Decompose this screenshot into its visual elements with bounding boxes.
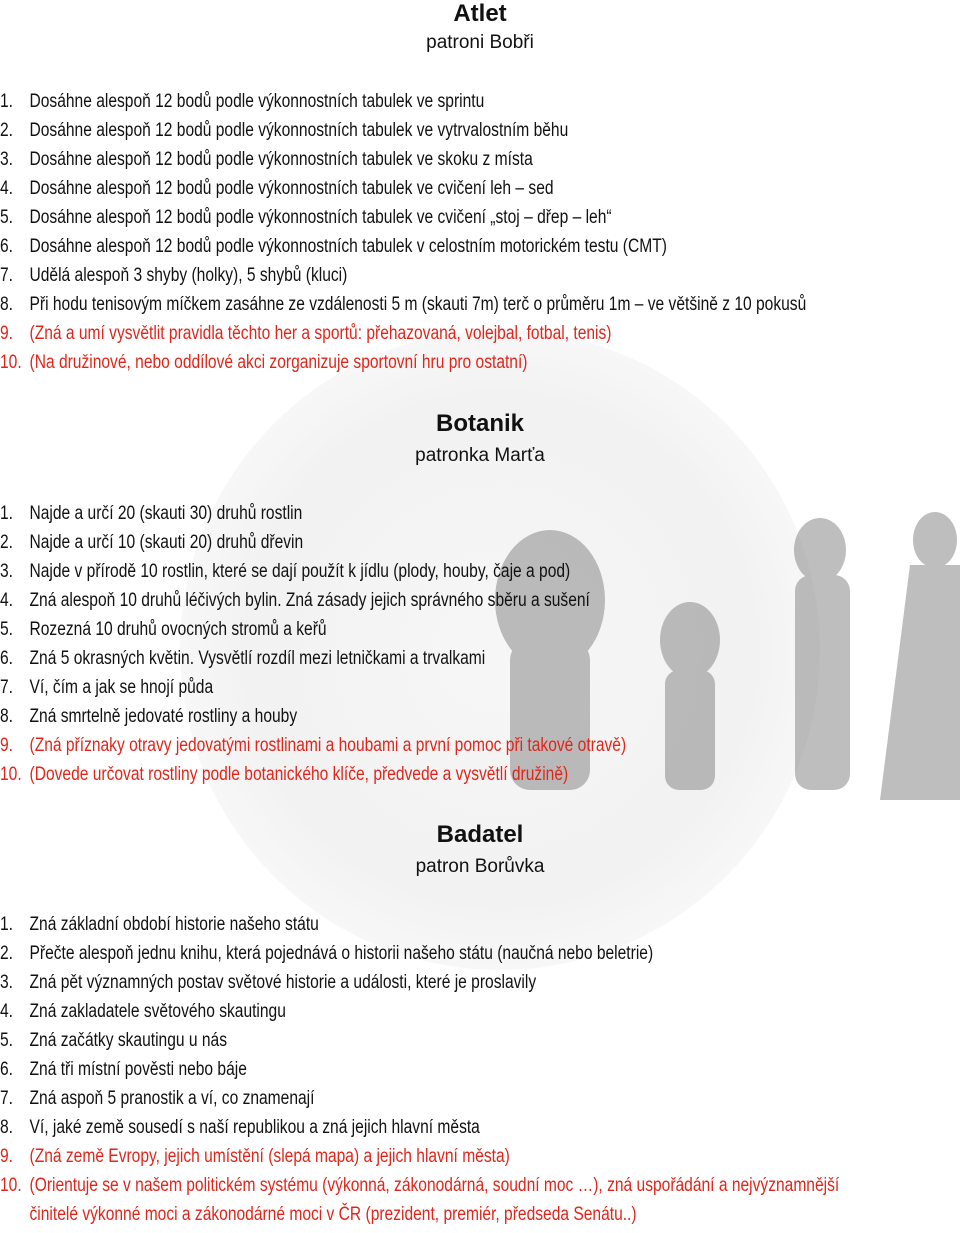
section-title: Badatel xyxy=(436,821,524,848)
list-item-optional: 10. (Dovede určovat rostliny podle botanického klíče, předvede a vysvětlí družině) xyxy=(0,764,569,785)
list-item: 5. Zná začátky skautingu u nás xyxy=(0,1030,227,1051)
section-patron: patroni Bobři xyxy=(426,32,534,53)
list-item: 6. Zná tři místní pověsti nebo báje xyxy=(0,1059,247,1080)
list-item: 1. Zná základní období historie našeho státu xyxy=(0,914,319,935)
section-patron: patron Borůvka xyxy=(415,856,545,877)
list-item-optional: 9. (Zná země Evropy, jejich umístění (slepá mapa) a jejich hlavní města) xyxy=(0,1146,510,1167)
list-item: 7. Zná aspoň 5 pranostik a ví, co znamenají xyxy=(0,1088,315,1109)
list-item: 2. Najde a určí 10 (skauti 20) druhů dřevin xyxy=(0,532,304,553)
list-item: 4. Zná alespoň 10 druhů léčivých bylin. Zná zásady jejich správného sběru a sušení xyxy=(0,590,590,611)
list-item-optional: 10. (Na družinové, nebo oddílové akci zorganizuje sportovní hru pro ostatní) xyxy=(0,352,528,373)
section-title: Botanik xyxy=(435,410,524,437)
botanik-list xyxy=(0,499,960,789)
list-item: 1. Dosáhne alespoň 12 bodů podle výkonnostních tabulek ve sprintu xyxy=(0,91,485,112)
list-item: 4. Dosáhne alespoň 12 bodů podle výkonnostních tabulek ve cvičení leh – sed xyxy=(0,178,554,199)
list-item-optional: 9. (Zná příznaky otravy jedovatými rostlinami a houbami a první pomoc při takové otravě) xyxy=(0,735,627,756)
list-item: 3. Najde v přírodě 10 rostlin, které se dají použít k jídlu (plody, houby, čaje a pod) xyxy=(0,561,571,582)
section-badatel xyxy=(0,821,960,879)
list-item: 1. Najde a určí 20 (skauti 30) druhů rostlin xyxy=(0,503,303,524)
list-item: 7. Udělá alespoň 3 shyby (holky), 5 shybů (kluci) xyxy=(0,265,348,286)
section-botanik xyxy=(0,410,960,468)
section-patron: patronka Marťa xyxy=(415,445,545,466)
list-item: 6. Dosáhne alespoň 12 bodů podle výkonnostních tabulek v celostním motorickém testu (CMT) xyxy=(0,236,667,257)
list-item-optional: 10. (Orientuje se v našem politickém systému (výkonná, zákonodárná, soudní moc …), zná uspořádání a nejvýznamnější činitelé výkonné moci a zákonodárné moci v ČR (prezident, premiér, předseda Senátu..) xyxy=(0,1175,840,1225)
list-item: 8. Ví, jaké země sousedí s naší republikou a zná jejich hlavní města xyxy=(0,1117,480,1138)
atlet-list xyxy=(0,87,960,377)
list-item: 2. Přečte alespoň jednu knihu, která pojednává o historii našeho státu (naučná nebo beletrie) xyxy=(0,943,654,964)
list-item: 3. Zná pět významných postav světové historie a události, které je proslavily xyxy=(0,972,537,993)
list-item: 2. Dosáhne alespoň 12 bodů podle výkonnostních tabulek ve vytrvalostním běhu xyxy=(0,120,569,141)
badatel-list xyxy=(0,910,960,1229)
list-item: 3. Dosáhne alespoň 12 bodů podle výkonnostních tabulek ve skoku z místa xyxy=(0,149,533,170)
list-item: 5. Dosáhne alespoň 12 bodů podle výkonnostních tabulek ve cvičení „stoj – dřep – leh“ xyxy=(0,207,612,228)
section-title: Atlet xyxy=(453,0,507,27)
list-item: 4. Zná zakladatele světového skautingu xyxy=(0,1001,286,1022)
list-item: 8. Zná smrtelně jedovaté rostliny a houby xyxy=(0,706,298,727)
list-item-optional: 9. (Zná a umí vysvětlit pravidla těchto her a sportů: přehazovaná, volejbal, fotbal, tenis) xyxy=(0,323,612,344)
list-item: 5. Rozezná 10 druhů ovocných stromů a keřů xyxy=(0,619,327,640)
list-item: 7. Ví, čím a jak se hnojí půda xyxy=(0,677,214,698)
list-item: 8. Při hodu tenisovým míčkem zasáhne ze vzdálenosti 5 m (skauti 7m) terč o průměru 1m – ve většině z 10 pokusů xyxy=(0,294,807,315)
list-item: 6. Zná 5 okrasných květin. Vysvětlí rozdíl mezi letničkami a trvalkami xyxy=(0,648,486,669)
section-atlet xyxy=(0,0,960,55)
